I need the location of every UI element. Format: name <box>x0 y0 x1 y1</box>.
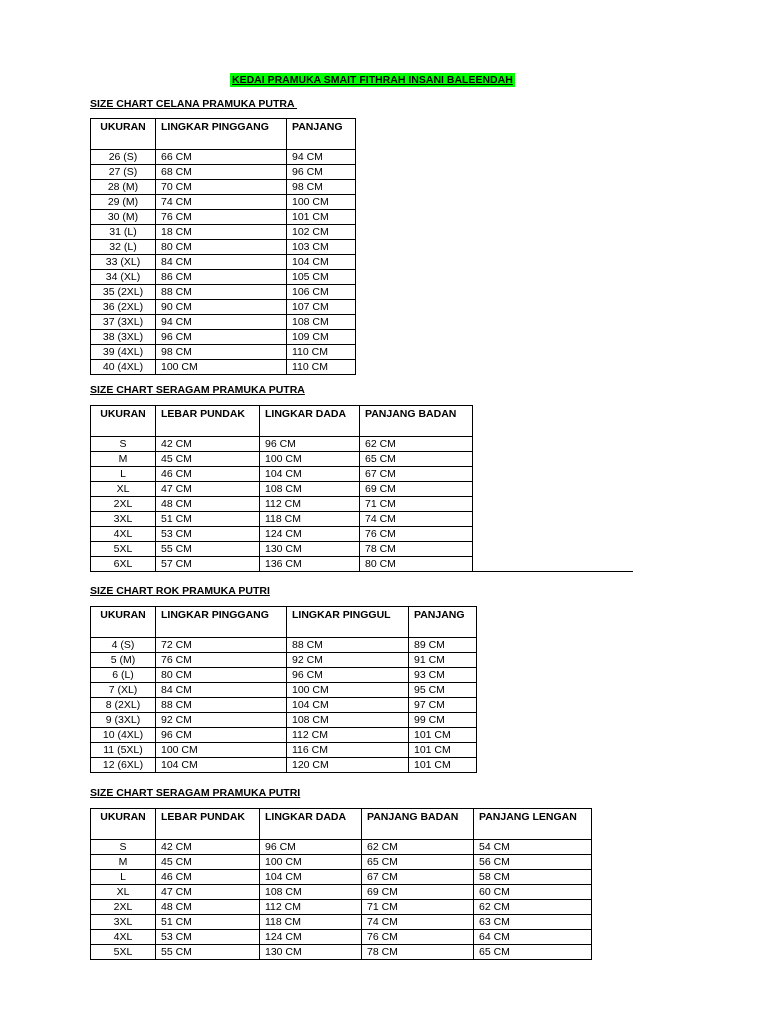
table-row <box>91 482 473 497</box>
size-cell: L <box>91 467 156 482</box>
size-cell: 31 (L) <box>91 225 156 240</box>
table-row <box>91 638 477 653</box>
measurement-cell: 57 CM <box>156 557 260 572</box>
measurement-cell: 96 CM <box>287 668 409 683</box>
column-header: LINGKAR PINGGANG <box>156 607 287 638</box>
size-cell: 4 (S) <box>91 638 156 653</box>
measurement-cell: 86 CM <box>156 270 287 285</box>
measurement-cell: 104 CM <box>287 255 356 270</box>
column-header: PANJANG <box>287 119 356 150</box>
measurement-cell: 84 CM <box>156 255 287 270</box>
table-row <box>91 743 477 758</box>
measurement-cell: 96 CM <box>287 165 356 180</box>
table-row <box>91 150 356 165</box>
measurement-cell: 94 CM <box>287 150 356 165</box>
table-row <box>91 467 473 482</box>
table-row <box>91 527 473 542</box>
table-row <box>91 315 356 330</box>
column-header: UKURAN <box>91 406 156 437</box>
measurement-cell: 112 CM <box>260 497 360 512</box>
table-row <box>91 542 473 557</box>
table-row <box>91 180 356 195</box>
measurement-cell: 80 CM <box>156 668 287 683</box>
size-cell: 7 (XL) <box>91 683 156 698</box>
size-cell: XL <box>91 885 156 900</box>
column-header: PANJANG <box>409 607 477 638</box>
measurement-cell: 46 CM <box>156 467 260 482</box>
measurement-cell: 76 CM <box>156 210 287 225</box>
measurement-cell: 120 CM <box>287 758 409 773</box>
measurement-cell: 100 CM <box>260 452 360 467</box>
size-cell: 4XL <box>91 930 156 945</box>
measurement-cell: 93 CM <box>409 668 477 683</box>
measurement-cell: 110 CM <box>287 345 356 360</box>
column-header: LINGKAR DADA <box>260 809 362 840</box>
size-cell: M <box>91 855 156 870</box>
size-cell: S <box>91 437 156 452</box>
size-cell: 11 (5XL) <box>91 743 156 758</box>
measurement-cell: 90 CM <box>156 300 287 315</box>
measurement-cell: 92 CM <box>287 653 409 668</box>
table-row <box>91 713 477 728</box>
column-header: LINGKAR PINGGANG <box>156 119 287 150</box>
document-title: KEDAI PRAMUKA SMAIT FITHRAH INSANI BALEENDAH <box>232 74 513 86</box>
column-header: UKURAN <box>91 607 156 638</box>
table-row <box>91 653 477 668</box>
section-heading-rok-putri: SIZE CHART ROK PRAMUKA PUTRI <box>90 585 270 597</box>
table-row <box>91 210 356 225</box>
size-cell: 35 (2XL) <box>91 285 156 300</box>
size-cell: 8 (2XL) <box>91 698 156 713</box>
measurement-cell: 51 CM <box>156 915 260 930</box>
measurement-cell: 74 CM <box>156 195 287 210</box>
size-table-seragam-putra <box>90 405 473 572</box>
measurement-cell: 45 CM <box>156 855 260 870</box>
size-cell: 12 (6XL) <box>91 758 156 773</box>
measurement-cell: 100 CM <box>156 360 287 375</box>
measurement-cell: 101 CM <box>287 210 356 225</box>
section-heading-seragam-putra: SIZE CHART SERAGAM PRAMUKA PUTRA <box>90 384 305 396</box>
measurement-cell: 74 CM <box>362 915 474 930</box>
measurement-cell: 78 CM <box>362 945 474 960</box>
table-row <box>91 255 356 270</box>
size-cell: 2XL <box>91 900 156 915</box>
measurement-cell: 42 CM <box>156 437 260 452</box>
size-cell: 10 (4XL) <box>91 728 156 743</box>
measurement-cell: 104 CM <box>287 698 409 713</box>
measurement-cell: 104 CM <box>260 870 362 885</box>
table-row <box>91 855 592 870</box>
measurement-cell: 110 CM <box>287 360 356 375</box>
table-header-row <box>91 809 592 840</box>
measurement-cell: 98 CM <box>287 180 356 195</box>
measurement-cell: 88 CM <box>156 285 287 300</box>
measurement-cell: 64 CM <box>474 930 592 945</box>
measurement-cell: 69 CM <box>362 885 474 900</box>
size-cell: 9 (3XL) <box>91 713 156 728</box>
column-header: PANJANG BADAN <box>360 406 473 437</box>
measurement-cell: 74 CM <box>360 512 473 527</box>
measurement-cell: 78 CM <box>360 542 473 557</box>
table-header-row <box>91 406 473 437</box>
measurement-cell: 92 CM <box>156 713 287 728</box>
table-row <box>91 330 356 345</box>
measurement-cell: 68 CM <box>156 165 287 180</box>
column-header: UKURAN <box>91 809 156 840</box>
measurement-cell: 109 CM <box>287 330 356 345</box>
measurement-cell: 42 CM <box>156 840 260 855</box>
measurement-cell: 100 CM <box>287 195 356 210</box>
table-row <box>91 165 356 180</box>
table-row <box>91 452 473 467</box>
measurement-cell: 96 CM <box>156 330 287 345</box>
measurement-cell: 107 CM <box>287 300 356 315</box>
measurement-cell: 94 CM <box>156 315 287 330</box>
table-row <box>91 360 356 375</box>
size-cell: 36 (2XL) <box>91 300 156 315</box>
size-cell: 29 (M) <box>91 195 156 210</box>
measurement-cell: 96 CM <box>156 728 287 743</box>
measurement-cell: 65 CM <box>360 452 473 467</box>
size-cell: 32 (L) <box>91 240 156 255</box>
table-row <box>91 285 356 300</box>
separator-line <box>90 571 633 572</box>
measurement-cell: 53 CM <box>156 930 260 945</box>
size-cell: L <box>91 870 156 885</box>
measurement-cell: 112 CM <box>287 728 409 743</box>
measurement-cell: 100 CM <box>287 683 409 698</box>
measurement-cell: 60 CM <box>474 885 592 900</box>
measurement-cell: 51 CM <box>156 512 260 527</box>
table-row <box>91 728 477 743</box>
measurement-cell: 66 CM <box>156 150 287 165</box>
table-row <box>91 557 473 572</box>
section-heading-seragam-putri: SIZE CHART SERAGAM PRAMUKA PUTRI <box>90 787 301 799</box>
measurement-cell: 54 CM <box>474 840 592 855</box>
size-table-rok-putri <box>90 606 477 773</box>
size-cell: 40 (4XL) <box>91 360 156 375</box>
measurement-cell: 108 CM <box>260 885 362 900</box>
measurement-cell: 65 CM <box>362 855 474 870</box>
table-row <box>91 930 592 945</box>
measurement-cell: 76 CM <box>362 930 474 945</box>
measurement-cell: 47 CM <box>156 482 260 497</box>
measurement-cell: 130 CM <box>260 945 362 960</box>
measurement-cell: 47 CM <box>156 885 260 900</box>
measurement-cell: 88 CM <box>287 638 409 653</box>
size-cell: 39 (4XL) <box>91 345 156 360</box>
measurement-cell: 104 CM <box>156 758 287 773</box>
table-row <box>91 870 592 885</box>
measurement-cell: 62 CM <box>362 840 474 855</box>
measurement-cell: 70 CM <box>156 180 287 195</box>
table-row <box>91 437 473 452</box>
table-row <box>91 885 592 900</box>
table-row <box>91 497 473 512</box>
measurement-cell: 106 CM <box>287 285 356 300</box>
measurement-cell: 99 CM <box>409 713 477 728</box>
table-row <box>91 698 477 713</box>
size-cell: 33 (XL) <box>91 255 156 270</box>
column-header: LINGKAR DADA <box>260 406 360 437</box>
measurement-cell: 67 CM <box>362 870 474 885</box>
measurement-cell: 96 CM <box>260 437 360 452</box>
measurement-cell: 130 CM <box>260 542 360 557</box>
measurement-cell: 67 CM <box>360 467 473 482</box>
measurement-cell: 116 CM <box>287 743 409 758</box>
column-header: LEBAR PUNDAK <box>156 809 260 840</box>
table-row <box>91 915 592 930</box>
measurement-cell: 65 CM <box>474 945 592 960</box>
size-cell: 37 (3XL) <box>91 315 156 330</box>
column-header: UKURAN <box>91 119 156 150</box>
table-header-row <box>91 607 477 638</box>
measurement-cell: 62 CM <box>360 437 473 452</box>
measurement-cell: 104 CM <box>260 467 360 482</box>
size-cell: 3XL <box>91 512 156 527</box>
measurement-cell: 48 CM <box>156 497 260 512</box>
size-cell: 30 (M) <box>91 210 156 225</box>
measurement-cell: 108 CM <box>260 482 360 497</box>
table-row <box>91 270 356 285</box>
measurement-cell: 108 CM <box>287 315 356 330</box>
size-cell: 6XL <box>91 557 156 572</box>
table-row <box>91 945 592 960</box>
table-row <box>91 195 356 210</box>
table-row <box>91 345 356 360</box>
table-row <box>91 683 477 698</box>
table-row <box>91 900 592 915</box>
measurement-cell: 56 CM <box>474 855 592 870</box>
measurement-cell: 48 CM <box>156 900 260 915</box>
size-cell: M <box>91 452 156 467</box>
size-cell: 6 (L) <box>91 668 156 683</box>
size-cell: 3XL <box>91 915 156 930</box>
measurement-cell: 84 CM <box>156 683 287 698</box>
measurement-cell: 103 CM <box>287 240 356 255</box>
measurement-cell: 124 CM <box>260 930 362 945</box>
size-cell: 5XL <box>91 542 156 557</box>
size-cell: 4XL <box>91 527 156 542</box>
table-row <box>91 512 473 527</box>
size-cell: XL <box>91 482 156 497</box>
measurement-cell: 63 CM <box>474 915 592 930</box>
section-heading-celana-putra: SIZE CHART CELANA PRAMUKA PUTRA <box>90 98 298 110</box>
column-header: PANJANG LENGAN <box>474 809 592 840</box>
measurement-cell: 91 CM <box>409 653 477 668</box>
table-row <box>91 225 356 240</box>
table-row <box>91 300 356 315</box>
size-cell: 27 (S) <box>91 165 156 180</box>
measurement-cell: 62 CM <box>474 900 592 915</box>
size-cell: 2XL <box>91 497 156 512</box>
measurement-cell: 58 CM <box>474 870 592 885</box>
measurement-cell: 118 CM <box>260 512 360 527</box>
measurement-cell: 18 CM <box>156 225 287 240</box>
measurement-cell: 100 CM <box>260 855 362 870</box>
measurement-cell: 105 CM <box>287 270 356 285</box>
measurement-cell: 46 CM <box>156 870 260 885</box>
size-cell: 5XL <box>91 945 156 960</box>
measurement-cell: 136 CM <box>260 557 360 572</box>
measurement-cell: 76 CM <box>360 527 473 542</box>
column-header: LINGKAR PINGGUL <box>287 607 409 638</box>
measurement-cell: 98 CM <box>156 345 287 360</box>
measurement-cell: 124 CM <box>260 527 360 542</box>
measurement-cell: 101 CM <box>409 758 477 773</box>
size-cell: 38 (3XL) <box>91 330 156 345</box>
size-table-seragam-putri <box>90 808 592 960</box>
size-cell: 5 (M) <box>91 653 156 668</box>
measurement-cell: 76 CM <box>156 653 287 668</box>
table-header-row <box>91 119 356 150</box>
measurement-cell: 80 CM <box>156 240 287 255</box>
table-row <box>91 668 477 683</box>
measurement-cell: 118 CM <box>260 915 362 930</box>
measurement-cell: 101 CM <box>409 743 477 758</box>
measurement-cell: 71 CM <box>362 900 474 915</box>
size-cell: S <box>91 840 156 855</box>
measurement-cell: 53 CM <box>156 527 260 542</box>
table-row <box>91 240 356 255</box>
measurement-cell: 101 CM <box>409 728 477 743</box>
size-cell: 26 (S) <box>91 150 156 165</box>
measurement-cell: 55 CM <box>156 542 260 557</box>
table-row <box>91 840 592 855</box>
size-cell: 28 (M) <box>91 180 156 195</box>
measurement-cell: 112 CM <box>260 900 362 915</box>
measurement-cell: 71 CM <box>360 497 473 512</box>
measurement-cell: 96 CM <box>260 840 362 855</box>
column-header: PANJANG BADAN <box>362 809 474 840</box>
table-row <box>91 758 477 773</box>
measurement-cell: 102 CM <box>287 225 356 240</box>
measurement-cell: 88 CM <box>156 698 287 713</box>
size-cell: 34 (XL) <box>91 270 156 285</box>
measurement-cell: 100 CM <box>156 743 287 758</box>
measurement-cell: 108 CM <box>287 713 409 728</box>
measurement-cell: 55 CM <box>156 945 260 960</box>
measurement-cell: 97 CM <box>409 698 477 713</box>
measurement-cell: 72 CM <box>156 638 287 653</box>
measurement-cell: 45 CM <box>156 452 260 467</box>
measurement-cell: 89 CM <box>409 638 477 653</box>
measurement-cell: 80 CM <box>360 557 473 572</box>
column-header: LEBAR PUNDAK <box>156 406 260 437</box>
size-table-celana-putra <box>90 118 356 375</box>
measurement-cell: 95 CM <box>409 683 477 698</box>
measurement-cell: 69 CM <box>360 482 473 497</box>
